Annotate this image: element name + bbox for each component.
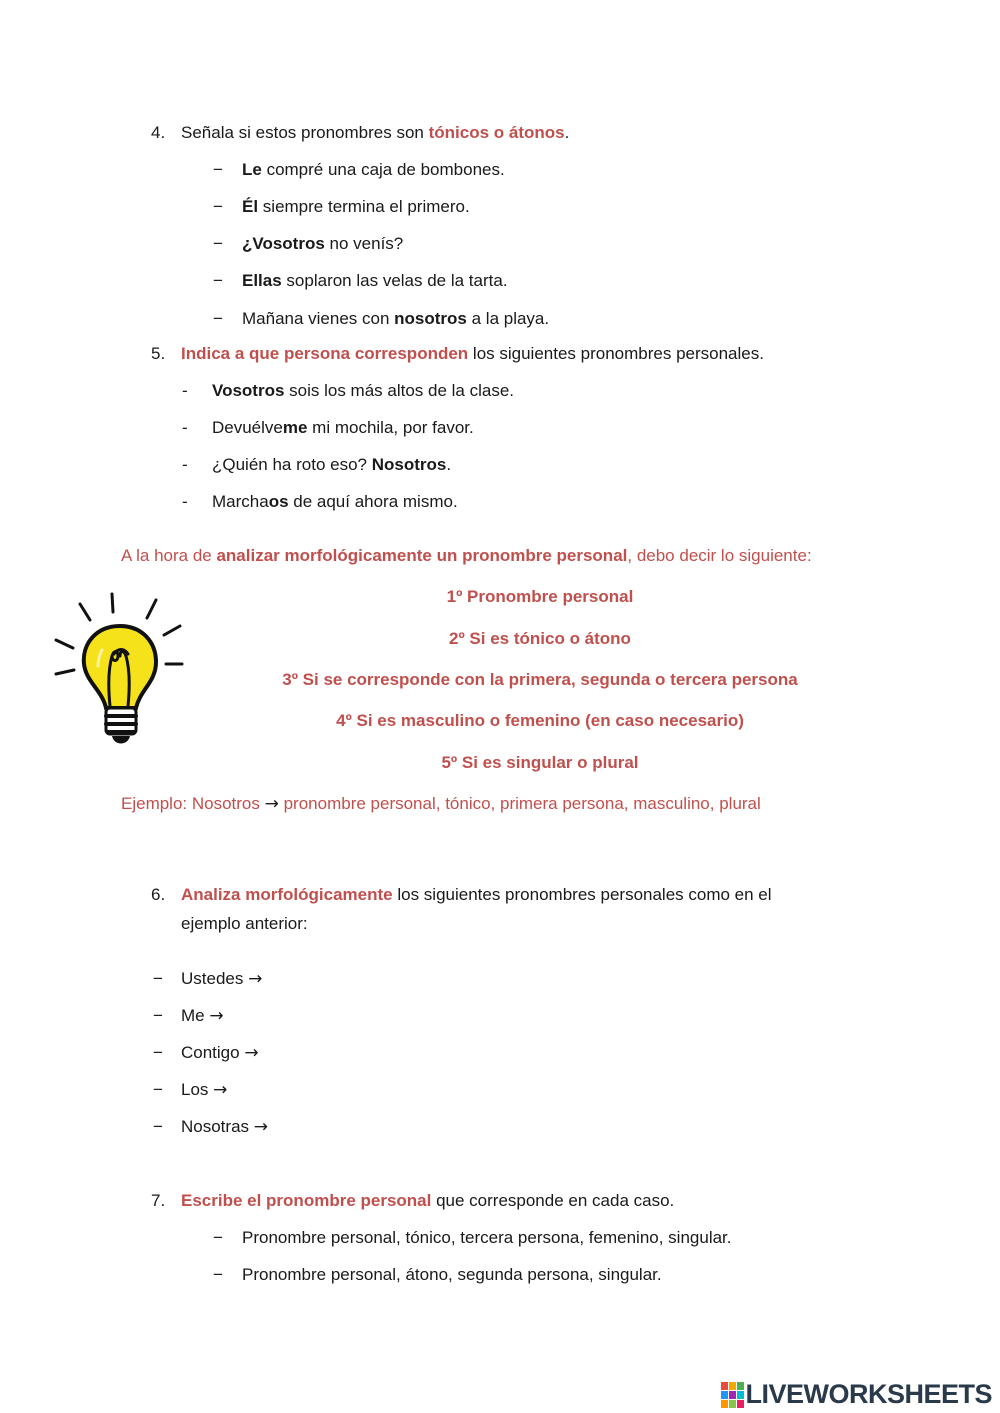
example-label: Ejemplo: Nosotros bbox=[121, 794, 265, 813]
list-item bbox=[213, 233, 404, 255]
heading-highlight: Analiza morfológicamente bbox=[181, 885, 393, 904]
list-item bbox=[182, 417, 474, 439]
sentence-rest: no venís? bbox=[324, 234, 404, 253]
list-dash: − bbox=[153, 1006, 163, 1025]
pronoun: Vosotros bbox=[212, 381, 285, 400]
list-item bbox=[182, 454, 452, 476]
pronoun-to-analyze: Me bbox=[181, 1006, 210, 1025]
sentence-start: Devuélve bbox=[212, 418, 283, 437]
lightbulb-icon bbox=[52, 590, 188, 756]
tip-step: 1º Pronombre personal bbox=[446, 587, 634, 606]
list-dash: - bbox=[182, 455, 188, 474]
list-dash: − bbox=[153, 1117, 163, 1136]
list-item bbox=[153, 968, 263, 990]
sentence-rest: siempre termina el primero. bbox=[258, 197, 470, 216]
tip-example bbox=[121, 793, 761, 815]
tip-intro-suffix: , debo decir lo siguiente: bbox=[627, 546, 812, 565]
description: Pronombre personal, tónico, tercera persona, femenino, singular. bbox=[242, 1228, 732, 1247]
tip-intro bbox=[121, 545, 812, 567]
tip-intro-text: A la hora de bbox=[121, 546, 217, 565]
pronoun: me bbox=[282, 418, 308, 437]
arrow-right-icon: → bbox=[209, 1006, 224, 1026]
pronoun: ¿Vosotros bbox=[242, 234, 325, 253]
heading-highlight: Escribe el pronombre personal bbox=[181, 1191, 432, 1210]
list-dash: − bbox=[213, 160, 223, 179]
arrow-right-icon: → bbox=[253, 1117, 268, 1137]
list-dash: - bbox=[182, 418, 188, 437]
list-item bbox=[153, 1079, 228, 1101]
list-item bbox=[213, 308, 550, 330]
description: Pronombre personal, átono, segunda persona, singular. bbox=[242, 1265, 662, 1284]
heading-suffix: los siguientes pronombres personales como en el bbox=[392, 885, 772, 904]
sentence-rest: . bbox=[446, 455, 452, 474]
example-result: pronombre personal, tónico, primera persona, masculino, plural bbox=[278, 794, 761, 813]
pronoun: Ellas bbox=[242, 271, 282, 290]
sentence-rest: sois los más altos de la clase. bbox=[284, 381, 515, 400]
exercise-5-heading bbox=[151, 343, 764, 365]
arrow-right-icon: → bbox=[244, 1043, 259, 1063]
pronoun: Él bbox=[242, 197, 259, 216]
liveworksheets-logo-icon bbox=[721, 1382, 745, 1408]
heading-suffix: que corresponde en cada caso. bbox=[431, 1191, 675, 1210]
tip-step: 5º Si es singular o plural bbox=[441, 753, 639, 772]
pronoun-to-analyze: Los bbox=[181, 1080, 214, 1099]
pronoun: os bbox=[268, 492, 289, 511]
list-item bbox=[213, 1264, 662, 1286]
list-dash: - bbox=[182, 492, 188, 511]
list-item bbox=[213, 270, 508, 292]
sentence-start: Mañana vienes con bbox=[242, 309, 395, 328]
list-dash: − bbox=[213, 197, 223, 216]
list-dash: − bbox=[213, 309, 223, 328]
exercise-number: 5. bbox=[151, 344, 166, 363]
sentence-rest: compré una caja de bombones. bbox=[261, 160, 505, 179]
list-dash: − bbox=[153, 969, 163, 988]
list-item bbox=[153, 1042, 259, 1064]
list-dash: − bbox=[213, 271, 223, 290]
list-item bbox=[213, 196, 470, 218]
pronoun-to-analyze: Nosotras bbox=[181, 1117, 254, 1136]
exercise-7-heading bbox=[151, 1190, 675, 1212]
list-item bbox=[213, 159, 505, 181]
sentence-start: Marcha bbox=[212, 492, 269, 511]
heading-suffix: . bbox=[564, 123, 570, 142]
liveworksheets-logo[interactable] bbox=[721, 1379, 992, 1410]
sentence-rest: soplaron las velas de la tarta. bbox=[281, 271, 508, 290]
exercise-number: 7. bbox=[151, 1191, 166, 1210]
sentence-rest: a la playa. bbox=[466, 309, 550, 328]
heading-highlight: tónicos o átonos bbox=[428, 123, 565, 142]
list-dash: - bbox=[182, 381, 188, 400]
arrow-right-icon: → bbox=[264, 794, 279, 814]
list-dash: − bbox=[213, 1265, 223, 1284]
pronoun-to-analyze: Ustedes bbox=[181, 969, 249, 988]
tip-intro-highlight: analizar morfológicamente un pronombre personal bbox=[216, 546, 628, 565]
heading-highlight: Indica a que persona corresponden bbox=[181, 344, 469, 363]
heading-suffix: los siguientes pronombres personales. bbox=[468, 344, 764, 363]
exercise-4-heading bbox=[151, 122, 570, 144]
sentence-rest: mi mochila, por favor. bbox=[307, 418, 474, 437]
arrow-right-icon: → bbox=[213, 1080, 228, 1100]
list-dash: − bbox=[213, 234, 223, 253]
pronoun: Nosotros bbox=[371, 455, 447, 474]
heading-text: Señala si estos pronombres son bbox=[181, 123, 429, 142]
tip-step: 3º Si se corresponde con la primera, segunda o tercera persona bbox=[282, 670, 798, 689]
list-item bbox=[153, 1116, 268, 1138]
pronoun: nosotros bbox=[394, 309, 467, 328]
exercise-6-heading-cont: ejemplo anterior: bbox=[181, 914, 308, 933]
exercise-6-heading bbox=[151, 884, 772, 906]
list-item bbox=[182, 380, 515, 402]
exercise-number: 6. bbox=[151, 885, 166, 904]
arrow-right-icon: → bbox=[248, 969, 263, 989]
sentence-rest: de aquí ahora mismo. bbox=[288, 492, 458, 511]
tip-step: 2º Si es tónico o átono bbox=[449, 629, 631, 648]
exercise-number: 4. bbox=[151, 123, 166, 142]
pronoun-to-analyze: Contigo bbox=[181, 1043, 245, 1062]
list-dash: − bbox=[213, 1228, 223, 1247]
list-dash: − bbox=[153, 1043, 163, 1062]
logo-text: LIVEWORKSHEETS bbox=[745, 1379, 992, 1409]
list-dash: − bbox=[153, 1080, 163, 1099]
list-item bbox=[213, 1227, 732, 1249]
list-item bbox=[182, 491, 458, 513]
pronoun: Le bbox=[242, 160, 262, 179]
sentence-start: ¿Quién ha roto eso? bbox=[212, 455, 372, 474]
tip-step: 4º Si es masculino o femenino (en caso necesario) bbox=[336, 711, 744, 730]
list-item bbox=[153, 1005, 224, 1027]
